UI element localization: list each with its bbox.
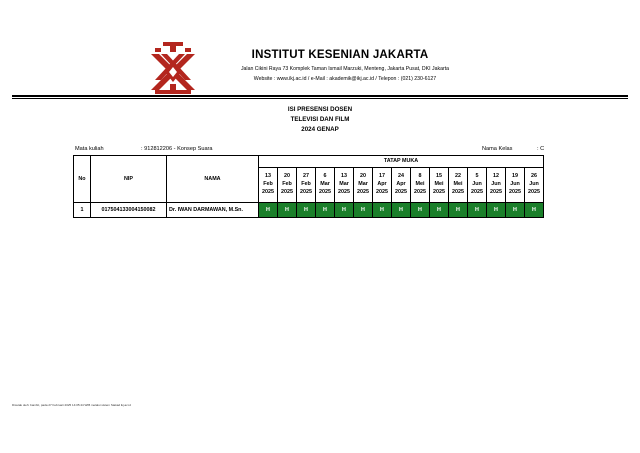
attendance-cell: H (354, 203, 373, 218)
class-value: : C (537, 146, 545, 152)
attendance-cell: H (297, 203, 316, 218)
date-header-cell (278, 168, 297, 203)
date-year: 2025 (319, 188, 331, 195)
attendance-cell: H (259, 203, 278, 218)
date-header-cell (411, 168, 430, 203)
date-month: Apr (396, 181, 406, 188)
row-no: 1 (74, 203, 91, 218)
date-day: 26 (531, 173, 537, 180)
attendance-cell: H (335, 203, 354, 218)
institution-contact: Website : www.ikj.ac.id / e-Mail : akademik@ikj.ac.id / Telepon : (021) 230-6127 (253, 76, 437, 82)
attendance-cell: H (487, 203, 506, 218)
date-year: 2025 (433, 188, 445, 195)
date-day: 13 (341, 173, 347, 180)
attendance-table (73, 155, 544, 218)
semester: 2024 GENAP (301, 126, 339, 133)
date-header-cell (525, 168, 544, 203)
date-month: Mei (415, 181, 425, 188)
course-label: Mata kuliah (75, 146, 104, 152)
date-header-cell (354, 168, 373, 203)
col-nip-header: NIP (91, 156, 167, 203)
date-day: 27 (303, 173, 309, 180)
col-no-header: No (74, 156, 91, 203)
attendance-cell: H (430, 203, 449, 218)
document-title: ISI PRESENSI DOSEN (287, 106, 353, 113)
date-month: Feb (263, 181, 273, 188)
date-header-cell (506, 168, 525, 203)
attendance-cell: H (411, 203, 430, 218)
date-month: Jun (510, 181, 520, 188)
date-year: 2025 (376, 188, 388, 195)
date-year: 2025 (471, 188, 483, 195)
attendance-cell: H (392, 203, 411, 218)
date-year: 2025 (357, 188, 369, 195)
date-month: Apr (377, 181, 387, 188)
attendance-cell: H (278, 203, 297, 218)
date-day: 22 (455, 173, 461, 180)
row-nama: Dr. IWAN DARMAWAN, M.Sn. (167, 203, 259, 218)
date-year: 2025 (528, 188, 540, 195)
attendance-cell: H (468, 203, 487, 218)
header-divider-thin (12, 98, 628, 99)
print-footer: Dicetak oleh: bambit, pada 27 Februari 2025 14:05:44 WIB melalui sistem Siakad ikj.ac.id (12, 403, 131, 407)
attendance-cell: H (506, 203, 525, 218)
date-day: 17 (379, 173, 385, 180)
date-month: Jun (491, 181, 501, 188)
attendance-cell: H (449, 203, 468, 218)
date-header-cell (316, 168, 335, 203)
date-year: 2025 (490, 188, 502, 195)
attendance-cell: H (373, 203, 392, 218)
date-month: Feb (282, 181, 292, 188)
course-value: : 912812206 - Konsep Suara (141, 146, 213, 152)
date-month: Feb (301, 181, 311, 188)
date-year: 2025 (452, 188, 464, 195)
date-day: 24 (398, 173, 404, 180)
date-year: 2025 (338, 188, 350, 195)
institution-address: Jalan Cikini Raya 73 Komplek Taman Ismail Marzuki, Menteng, Jakarta Pusat, DKI Jakarta (240, 66, 450, 72)
date-day: 15 (436, 173, 442, 180)
table-row (74, 203, 544, 218)
date-day: 20 (284, 173, 290, 180)
date-year: 2025 (262, 188, 274, 195)
date-header-cell (297, 168, 316, 203)
date-day: 5 (475, 173, 479, 180)
date-year: 2025 (281, 188, 293, 195)
date-day: 19 (512, 173, 518, 180)
date-month: Jun (472, 181, 482, 188)
ikj-emblem-icon (145, 40, 201, 96)
date-year: 2025 (414, 188, 426, 195)
attendance-body (74, 203, 544, 218)
header-divider (12, 95, 628, 97)
date-month: Mar (320, 181, 330, 188)
row-nip: 017504133004150082 (91, 203, 167, 218)
date-year: 2025 (300, 188, 312, 195)
date-year: 2025 (509, 188, 521, 195)
date-header-cell (335, 168, 354, 203)
date-month: Mar (339, 181, 349, 188)
class-label: Nama Kelas (482, 146, 513, 152)
date-header-cell (430, 168, 449, 203)
date-day: 13 (265, 173, 271, 180)
date-day: 12 (493, 173, 499, 180)
date-header-cell (392, 168, 411, 203)
col-nama-header: NAMA (167, 156, 259, 203)
date-month: Mei (434, 181, 444, 188)
date-year: 2025 (395, 188, 407, 195)
date-month: Mar (358, 181, 368, 188)
attendance-cell: H (316, 203, 335, 218)
date-header-cell (449, 168, 468, 203)
date-day: 20 (360, 173, 366, 180)
date-header-cell (259, 168, 278, 203)
date-month: Jun (529, 181, 539, 188)
date-header-cell (487, 168, 506, 203)
date-day: 8 (418, 173, 422, 180)
date-header-cell (468, 168, 487, 203)
attendance-cell: H (525, 203, 544, 218)
institution-name: INSTITUT KESENIAN JAKARTA (251, 49, 429, 61)
tatap-muka-header: TATAP MUKA (259, 156, 544, 168)
date-day: 6 (323, 173, 327, 180)
program-name: TELEVISI DAN FILM (290, 116, 350, 123)
date-month: Mei (453, 181, 463, 188)
date-header-cell (373, 168, 392, 203)
